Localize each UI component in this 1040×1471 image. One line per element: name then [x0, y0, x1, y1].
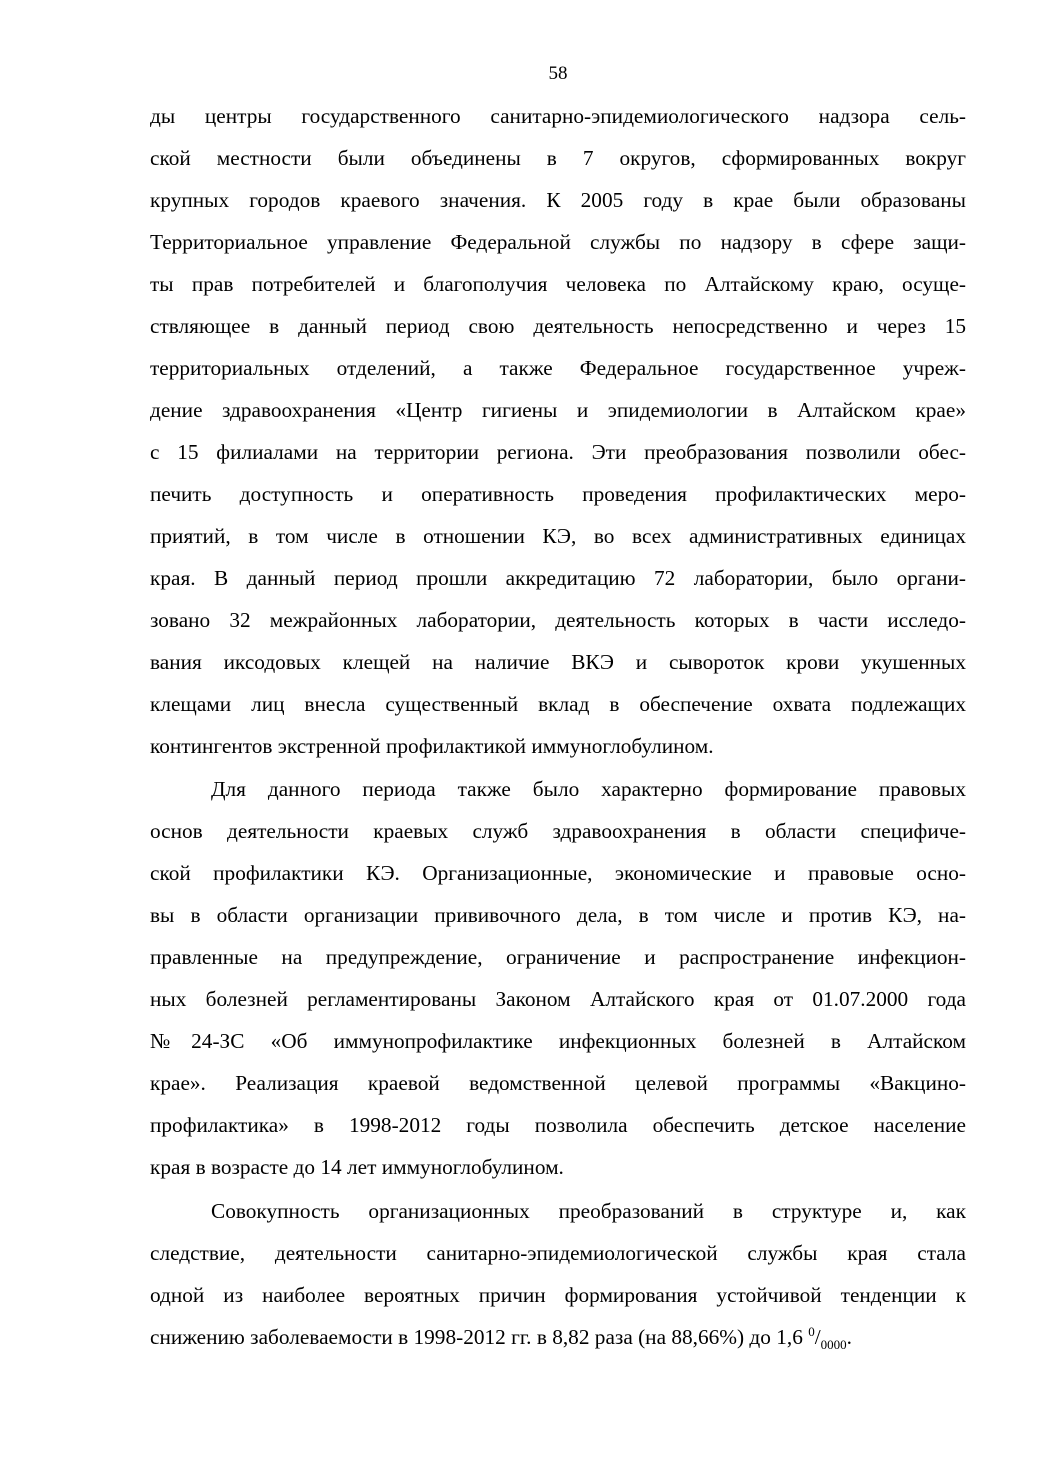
text-line: ской профилактики КЭ. Организационные, экономические и правовые осно- [150, 861, 966, 885]
per-mille-slash: / [814, 1325, 821, 1349]
text-line: Совокупность организационных преобразований в структуре и, как [211, 1199, 966, 1223]
text-line: крупных городов краевого значения. К 2005 году в крае были образованы [150, 188, 966, 212]
page-number: 58 [548, 63, 568, 84]
text-line: ты прав потребителей и благополучия человека по Алтайскому краю, осуще- [150, 272, 966, 296]
text-line: приятий, в том числе в отношении КЭ, во всех административных единицах [150, 524, 966, 548]
text-line: зовано 32 межрайонных лаборатории, деятельность которых в части исследо- [150, 608, 966, 632]
text-line: №24-ЗС «Об иммунопрофилактике инфекционных болезней в Алтайском [150, 1029, 966, 1053]
per-mille-denominator: 0000 [820, 1337, 847, 1352]
text-line: контингентов экстренной профилактикой иммуноглобулином. [150, 734, 714, 758]
text-line: Для данного периода также было характерно формирование правовых [211, 777, 966, 801]
text-line: одной из наиболее вероятных причин формирования устойчивой тенденции к [150, 1283, 966, 1307]
text-line: территориальных отделений, а также Федеральное государственное учреж- [150, 356, 966, 380]
final-line-text: снижению заболеваемости в 1998-2012 гг. в 8,82 раза (на 88,66%) до 1,6 [150, 1325, 809, 1349]
text-line: крае». Реализация краевой ведомственной целевой программы «Вакцино- [150, 1071, 966, 1095]
text-line: с 15 филиалами на территории региона. Эти преобразования позволили обес- [150, 440, 966, 464]
final-text-line [150, 1322, 966, 1352]
text-line: вания иксодовых клещей на наличие ВКЭ и сывороток крови укушенных [150, 650, 966, 674]
text-line: вы в области организации прививочного дела, в том числе и против КЭ, на- [150, 903, 966, 927]
text-line: правленные на предупреждение, ограничение и распространение инфекцион- [150, 945, 966, 969]
per-mille-numerator: 0 [808, 1324, 815, 1339]
text-line: профилактика» в 1998-2012 годы позволила обеспечить детское население [150, 1113, 966, 1137]
text-line: следствие, деятельности санитарно-эпидемиологической службы края стала [150, 1241, 966, 1265]
text-line: основ деятельности краевых служб здравоохранения в области специфиче- [150, 819, 966, 843]
text-line: ных болезней регламентированы Законом Алтайского края от 01.07.2000 года [150, 987, 966, 1011]
final-period: . [846, 1325, 852, 1349]
text-line: дение здравоохранения «Центр гигиены и эпидемиологии в Алтайском крае» [150, 398, 966, 422]
text-line: ды центры государственного санитарно-эпидемиологического надзора сель- [150, 104, 966, 128]
text-line: клещами лиц внесла существенный вклад в обеспечение охвата подлежащих [150, 692, 966, 716]
text-line: печить доступность и оперативность проведения профилактических меро- [150, 482, 966, 506]
text-line: ствляющее в данный период свою деятельность непосредственно и через 15 [150, 314, 966, 338]
text-line: края. В данный период прошли аккредитацию 72 лаборатории, было органи- [150, 566, 966, 590]
text-line: ской местности были объединены в 7 округов, сформированных вокруг [150, 146, 966, 170]
text-line: края в возрасте до 14 лет иммуноглобулином. [150, 1155, 564, 1179]
text-line: Территориальное управление Федеральной службы по надзору в сфере защи- [150, 230, 966, 254]
